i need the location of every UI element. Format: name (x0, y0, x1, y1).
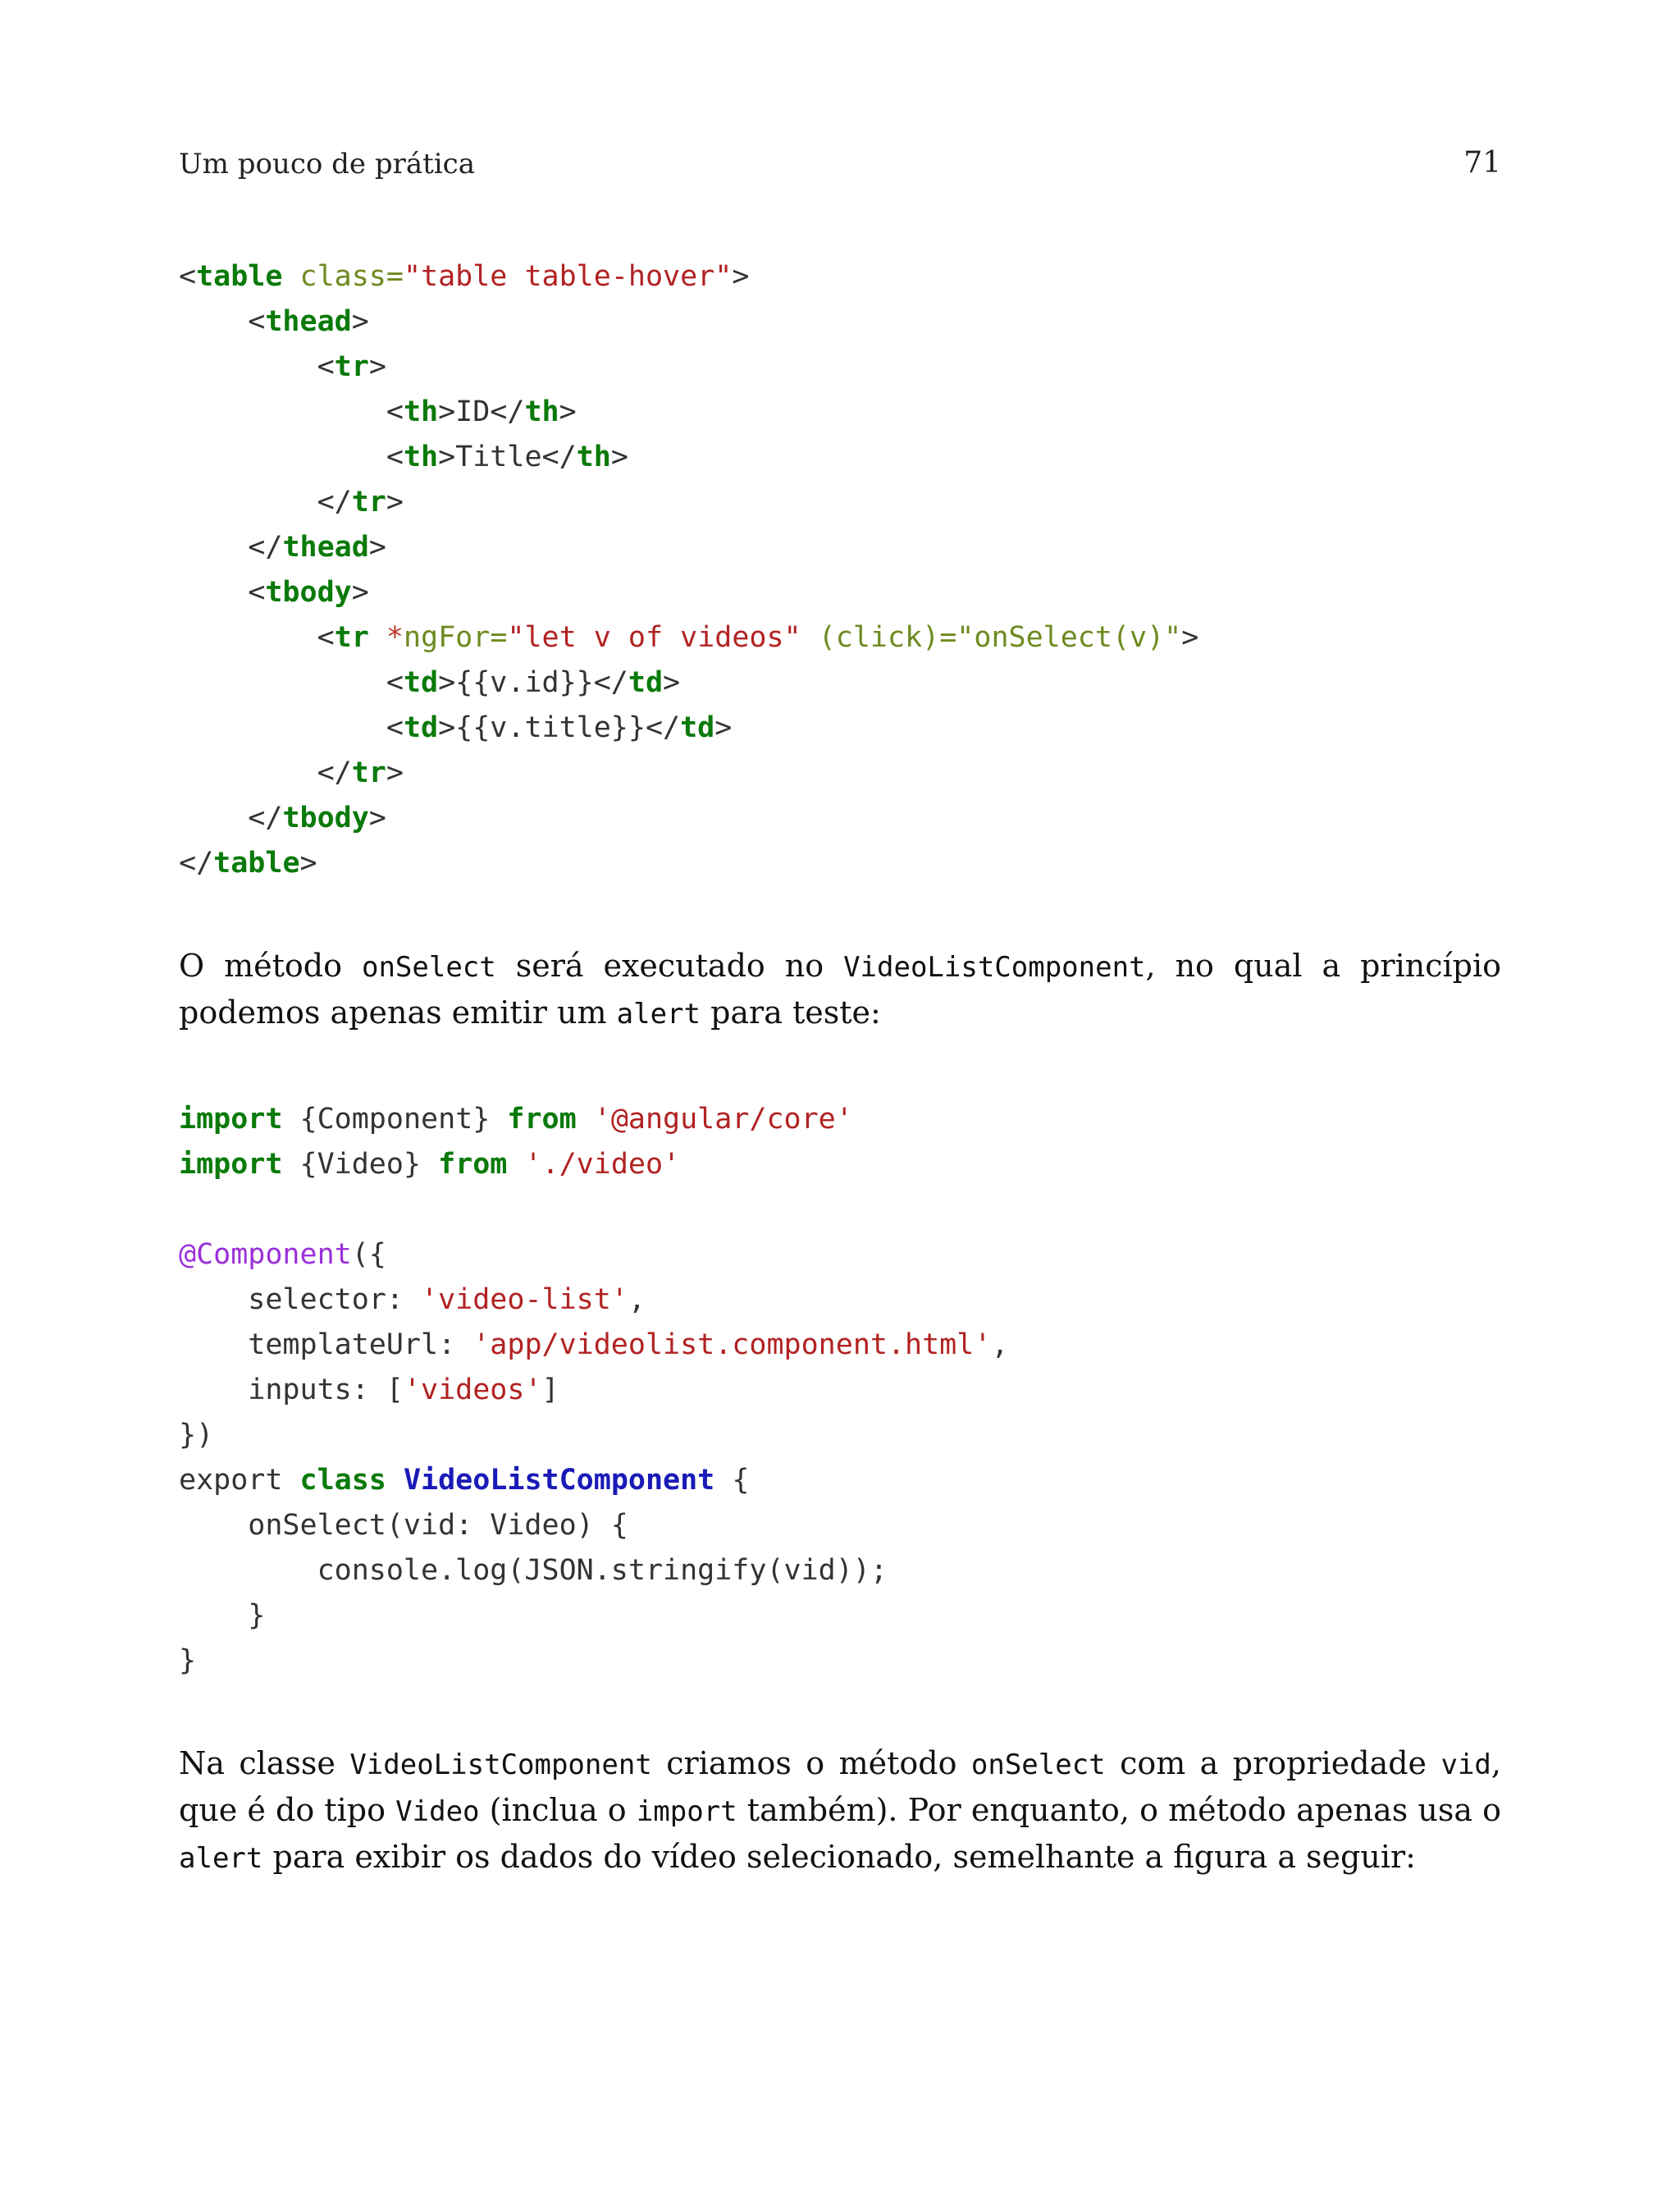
code-token: } (179, 1644, 197, 1677)
code-token: from (507, 1103, 577, 1136)
page-number: 71 (1463, 146, 1501, 180)
code-token: th (403, 395, 439, 428)
code-line (179, 841, 1501, 886)
code-line (179, 1593, 1501, 1639)
paragraph-onselect-intro (179, 944, 1501, 1037)
inline-code: import (636, 1795, 737, 1828)
code-token: import (179, 1148, 283, 1181)
code-line (179, 661, 1501, 706)
code-line (179, 390, 1501, 435)
inline-code: Video (395, 1795, 480, 1828)
code-line (179, 1368, 1501, 1413)
inline-code: alert (179, 1842, 263, 1875)
code-token: import (179, 1103, 283, 1136)
code-token: thead (265, 305, 352, 338)
paragraph-text: , no qual a princípio podemos apenas emitir um (179, 948, 1502, 1031)
code-token: >ID</ (438, 395, 525, 428)
code-token: < (179, 441, 404, 473)
code-token: 'videos' (403, 1374, 542, 1406)
code-line (179, 480, 1501, 525)
code-token: ] (541, 1374, 559, 1406)
code-token: > (732, 260, 750, 293)
code-token: < (179, 621, 335, 654)
code-token: onSelect(vid: Video) { (179, 1509, 628, 1542)
code-block-html-template (179, 254, 1501, 886)
code-token: thead (282, 531, 369, 564)
code-token: </ (179, 802, 283, 834)
code-line (179, 299, 1501, 345)
code-token: </ (179, 847, 214, 880)
code-line (179, 570, 1501, 615)
paragraph-text: O método (179, 948, 362, 984)
code-token: td (403, 666, 439, 699)
code-line (179, 1458, 1501, 1503)
code-line (179, 1413, 1501, 1458)
code-token: inputs: [ (179, 1374, 404, 1406)
code-token: "let v of videos" (507, 621, 801, 654)
code-token: > (368, 531, 386, 564)
code-token: "onSelect(v)" (956, 621, 1182, 654)
code-token: class (299, 1464, 386, 1497)
code-token: < (179, 666, 404, 699)
code-token: VideoListComponent (403, 1464, 715, 1497)
code-token: > (1181, 621, 1199, 654)
paragraph-text: para exibir os dados do vídeo selecionado, semelhante a figura a seguir: (262, 1839, 1416, 1875)
code-line (179, 751, 1501, 796)
code-token: < (179, 350, 335, 383)
code-line (179, 345, 1501, 390)
code-token: tr (334, 350, 369, 383)
code-line (179, 1232, 1501, 1278)
code-token: th (524, 395, 559, 428)
code-token: th (403, 441, 439, 473)
code-token: class= (282, 260, 404, 293)
code-token: < (179, 395, 404, 428)
inline-code: onSelect (361, 951, 496, 984)
code-token: td (680, 711, 715, 744)
paragraph-text: será executado no (495, 948, 844, 984)
code-token: > (714, 711, 733, 744)
code-token: { (714, 1464, 750, 1497)
code-token: > (386, 486, 404, 519)
code-token: 'video-list' (421, 1283, 628, 1316)
code-token: td (628, 666, 664, 699)
code-token: </ (179, 757, 352, 789)
code-line (179, 1639, 1501, 1684)
code-line (179, 254, 1501, 299)
code-token: td (403, 711, 439, 744)
code-token: ({ (351, 1238, 386, 1271)
code-token: > (610, 441, 628, 473)
code-token: "table table-hover" (403, 260, 733, 293)
code-token: }) (179, 1419, 214, 1451)
code-token: tr (351, 486, 386, 519)
code-token: th (576, 441, 611, 473)
code-line (179, 796, 1501, 841)
code-token: >Title</ (438, 441, 577, 473)
code-token: templateUrl: (179, 1328, 473, 1361)
code-token: tr (351, 757, 386, 789)
code-token: (click)= (801, 621, 957, 654)
paragraph-text: com a propriedade (1105, 1745, 1441, 1781)
code-line (179, 1323, 1501, 1368)
inline-code: onSelect (970, 1748, 1106, 1781)
code-token: {Video} (282, 1148, 439, 1181)
code-token: >{{v.title}}</ (438, 711, 681, 744)
code-token: > (351, 576, 369, 609)
inline-code: vid (1440, 1748, 1491, 1781)
code-block-component (179, 1097, 1501, 1684)
code-token: < (179, 576, 266, 609)
code-line (179, 1278, 1501, 1323)
code-token: > (559, 395, 577, 428)
code-token: } (179, 1599, 266, 1632)
code-token: > (351, 305, 369, 338)
code-line (179, 615, 1501, 661)
code-token: < (179, 260, 197, 293)
paragraph-text: para teste: (700, 994, 881, 1031)
paragraph-text: Na classe (179, 1745, 350, 1781)
code-token: < (179, 305, 266, 338)
paragraph-text: , que é do tipo (179, 1745, 1501, 1828)
code-token: > (299, 847, 317, 880)
code-token: > (368, 350, 386, 383)
code-line (179, 435, 1501, 480)
code-token: >{{v.id}}</ (438, 666, 628, 699)
code-line (179, 1548, 1501, 1593)
code-token: {Component} (282, 1103, 508, 1136)
running-header-title: Um pouco de prática (179, 148, 475, 181)
paragraph-text: (inclua o (479, 1792, 637, 1828)
code-line (179, 1503, 1501, 1548)
code-line (179, 706, 1501, 751)
code-token: '@angular/core' (576, 1103, 853, 1136)
code-token: tr (334, 621, 369, 654)
code-token: from (438, 1148, 508, 1181)
code-token: table (196, 260, 283, 293)
code-token: > (368, 802, 386, 834)
code-line (179, 1142, 1501, 1187)
inline-code: VideoListComponent (843, 951, 1146, 984)
code-token: </ (179, 486, 352, 519)
code-line (179, 525, 1501, 570)
code-token: > (386, 757, 404, 789)
code-token (386, 1464, 404, 1497)
code-token: < (179, 711, 404, 744)
code-token: console.log(JSON.stringify(vid)); (179, 1554, 888, 1587)
code-token: export (179, 1464, 300, 1497)
code-token: , (991, 1328, 1009, 1361)
paragraph-text: criamos o método (651, 1745, 971, 1781)
code-token: selector: (179, 1283, 422, 1316)
code-token: 'app/videolist.component.html' (472, 1328, 992, 1361)
code-token: , (628, 1283, 646, 1316)
code-token: * (368, 621, 404, 654)
paragraph-text: também). Por enquanto, o método apenas usa o (737, 1792, 1502, 1828)
code-line (179, 1097, 1501, 1142)
code-token: './video' (507, 1148, 681, 1181)
code-token: table (213, 847, 300, 880)
code-token: > (663, 666, 681, 699)
code-token: </ (179, 531, 283, 564)
code-token: tbody (282, 802, 369, 834)
inline-code: alert (616, 998, 701, 1031)
code-token: tbody (265, 576, 352, 609)
code-token: ngFor= (403, 621, 508, 654)
inline-code: VideoListComponent (349, 1748, 652, 1781)
code-line (179, 1187, 1501, 1232)
code-token: @Component (179, 1238, 352, 1271)
paragraph-videolist-explanation (179, 1741, 1501, 1881)
